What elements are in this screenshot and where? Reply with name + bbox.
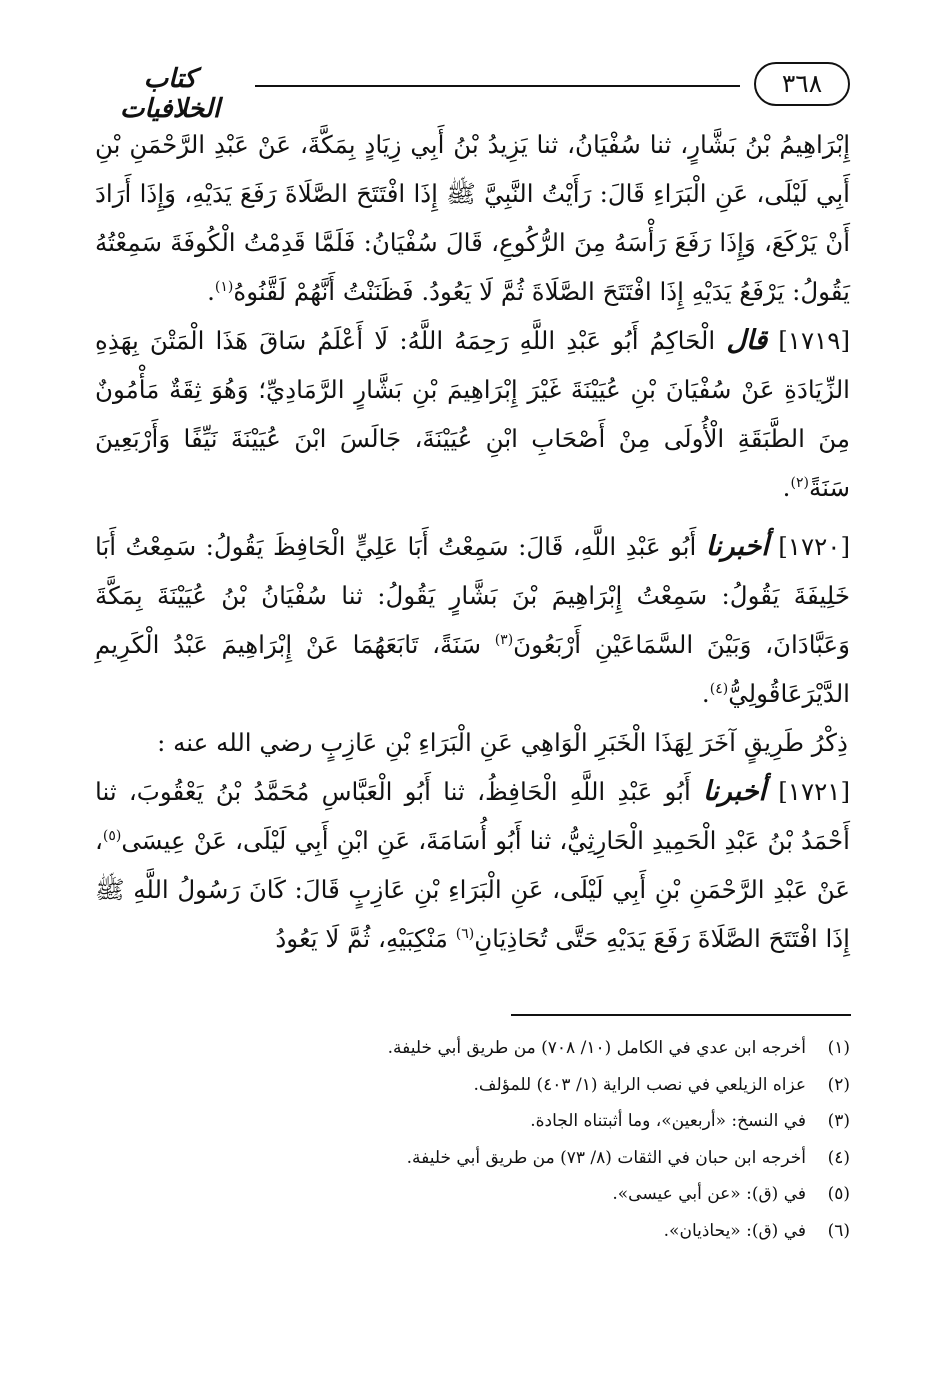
footnote-ref-6: (٦) <box>455 925 475 942</box>
hadith-number-1721: [١٧٢١] <box>778 777 850 806</box>
lead-word-akhbarana: أخبرنا <box>705 531 769 562</box>
footnote-text: عزاه الزيلعي في نصب الراية (١/ ٤٠٣) للمؤلف. <box>473 1074 806 1095</box>
paragraph-1721-text: أَبُو عَبْدِ اللَّهِ الْحَافِظُ، ثنا أَبُو الْعَبَّاسِ مُحَمَّدُ بْنُ يَعْقُوبَ، ثنا أَحْمَدُ بْنُ عَبْدِ الْحَمِيدِ الْحَارِثِيُّ، ثنا أَبُو أُسَامَةَ، عَنِ ابْنِ أَبِي لَيْلَى، عَنْ عِيسَى <box>95 777 850 855</box>
footnote-number: (٣) <box>827 1111 850 1131</box>
footnote-item <box>95 1103 850 1140</box>
hadith-number-1719: [١٧١٩] <box>778 326 850 355</box>
footnote-ref-3: (٣) <box>494 631 514 648</box>
page-header <box>95 62 850 124</box>
book-title: كتاب الخلافيات <box>119 64 221 124</box>
footnote-number: (٦) <box>827 1220 850 1241</box>
page-number-badge: ٣٦٨ <box>754 62 850 106</box>
main-text <box>95 120 850 963</box>
footnote-item <box>95 1067 850 1104</box>
footnote-ref-4: (٤) <box>709 680 729 697</box>
lead-word-qala: قال <box>726 325 768 356</box>
footnote-ref-1: (١) <box>214 278 234 295</box>
footnote-number: (٤) <box>827 1147 850 1168</box>
footnote-ref-2: (٢) <box>790 474 809 491</box>
footnote-separator <box>511 1014 851 1016</box>
footnotes <box>95 1030 850 1249</box>
hadith-number-1720: [١٧٢٠] <box>778 532 850 561</box>
footnote-number: (٢) <box>827 1074 850 1095</box>
footnote-text: أخرجه ابن عدي في الكامل (١٠/ ٧٠٨) من طريق أبي خليفة. <box>387 1038 806 1058</box>
paragraph-1719: [١٧١٩] قال الْحَاكِمُ أَبُو عَبْدِ اللَّهِ رَحِمَهُ اللَّهُ: لَا أَعْلَمُ سَاقَ هَذَا الْمَتْنَ بِهَذِهِ الزِّيَادَةِ عَنْ سُفْيَانَ بْنِ عُيَيْنَةَ غَيْرَ إِبْرَاهِيمَ بْنِ بَشَّارٍ الرَّمَادِيِّ؛ وَهُوَ ثِقَةٌ مَأْمُونٌ مِنَ الطَّبَقَةِ الْأُولَى مِنْ أَصْحَابِ ابْنِ عُيَيْنَةَ، جَالَسَ ابْنَ عُيَيْنَةَ نَيِّفًا وَأَرْبَعِينَ سَنَةً$^{(٢)}$. <box>95 325 850 502</box>
paragraph-1720-tail: سَنَةً، تَابَعَهُمَا عَنْ إِبْرَاهِيمَ عَبْدُ الْكَرِيمِ الدَّيْرَعَاقُولِيُّ <box>95 630 850 708</box>
header-rule <box>255 85 740 87</box>
footnote-text: في (ق): «يحاذيان». <box>663 1220 806 1241</box>
section-heading: ذِكْرُ طَرِيقٍ آخَرَ لِهَذَا الْخَبَرِ الْوَاهِي عَنِ الْبَرَاءِ بْنِ عَازِبٍ رضي الله عنه : <box>157 728 848 757</box>
paragraph-1719-text: الْحَاكِمُ أَبُو عَبْدِ اللَّهِ رَحِمَهُ اللَّهُ: لَا أَعْلَمُ سَاقَ هَذَا الْمَتْنَ بِهَذِهِ الزِّيَادَةِ عَنْ سُفْيَانَ بْنِ عُيَيْنَةَ غَيْرَ إِبْرَاهِيمَ بْنِ بَشَّارٍ الرَّمَادِيِّ؛ وَهُوَ ثِقَةٌ مَأْمُونٌ مِنَ الطَّبَقَةِ الْأُولَى مِنْ أَصْحَابِ ابْنِ عُيَيْنَةَ، جَالَسَ ابْنَ عُيَيْنَةَ نَيِّفًا وَأَرْبَعِينَ سَنَةً <box>95 326 850 502</box>
paragraph-1721-middle: ، عَنْ عَبْدِ الرَّحْمَنِ بْنِ أَبِي لَيْلَى، عَنِ الْبَرَاءِ بْنِ عَازِبٍ قَالَ: كَانَ رَسُولُ اللَّهِ ﷺ إِذَا افْتَتَحَ الصَّلَاةَ رَفَعَ يَدَيْهِ حَتَّى تُحَاذِيَانِ <box>95 826 850 953</box>
footnote-text: في النسخ: «أربعين»، وما أثبتناه الجادة. <box>530 1111 806 1131</box>
footnote-item <box>95 1030 850 1067</box>
paragraph-1720: [١٧٢٠] أخبرنا أَبُو عَبْدِ اللَّهِ، قَالَ: سَمِعْتُ أَبَا عَلِيٍّ الْحَافِظَ يَقُولُ: سَمِعْتُ أَبَا خَلِيفَةَ يَقُولُ: سَمِعْتُ إِبْرَاهِيمَ بْنَ بَشَّارٍ يَقُولُ: ثنا سُفْيَانُ بْنُ عُيَيْنَةَ بِمَكَّةَ وَعَبَّادَانَ، وَبَيْنَ السَّمَاعَيْنِ أَرْبَعُونَ$^{(٣)}$ سَنَةً، تَابَعَهُمَا عَنْ إِبْرَاهِيمَ عَبْدُ الْكَرِيمِ الدَّيْرَعَاقُولِيُّ$^{(٤)}$. <box>95 531 850 708</box>
footnote-text: في (ق): «عن أبي عيسى». <box>612 1184 806 1204</box>
footnote-item <box>95 1176 850 1213</box>
paragraph-1-text: إِبْرَاهِيمُ بْنُ بَشَّارٍ، ثنا سُفْيَانُ، ثنا يَزِيدُ بْنُ أَبِي زِيَادٍ بِمَكَّةَ، عَنْ عَبْدِ الرَّحْمَنِ بْنِ أَبِي لَيْلَى، عَنِ الْبَرَاءِ قَالَ: رَأَيْتُ النَّبِيَّ ﷺ إِذَا افْتَتَحَ الصَّلَاةَ رَفَعَ يَدَيْهِ، وَإِذَا أَرَادَ أَنْ يَرْكَعَ، وَإِذَا رَفَعَ رَأْسَهُ مِنَ الرُّكُوعِ، قَالَ سُفْيَانُ: فَلَمَّا قَدِمْتُ الْكُوفَةَ سَمِعْتُهُ يَقُولُ: يَرْفَعُ يَدَيْهِ إِذَا افْتَتَحَ الصَّلَاةَ ثُمَّ لَا يَعُودُ. فَظَنَنْتُ أَنَّهُمْ لَقَّنُوهُ <box>95 130 850 306</box>
footnote-number: (٥) <box>827 1184 850 1204</box>
lead-word-akhbarana-2: أخبرنا <box>703 776 767 807</box>
paragraph-1: إِبْرَاهِيمُ بْنُ بَشَّارٍ، ثنا سُفْيَانُ، ثنا يَزِيدُ بْنُ أَبِي زِيَادٍ بِمَكَّةَ، عَنْ عَبْدِ الرَّحْمَنِ بْنِ أَبِي لَيْلَى، عَنِ الْبَرَاءِ قَالَ: رَأَيْتُ النَّبِيَّ ﷺ إِذَا افْتَتَحَ الصَّلَاةَ رَفَعَ يَدَيْهِ، وَإِذَا أَرَادَ أَنْ يَرْكَعَ، وَإِذَا رَفَعَ رَأْسَهُ مِنَ الرُّكُوعِ، قَالَ سُفْيَانُ: فَلَمَّا قَدِمْتُ الْكُوفَةَ سَمِعْتُهُ يَقُولُ: يَرْفَعُ يَدَيْهِ إِذَا افْتَتَحَ الصَّلَاةَ ثُمَّ لَا يَعُودُ. فَظَنَنْتُ أَنَّهُمْ لَقَّنُوهُ$^{(١)}$. <box>95 130 850 306</box>
paragraph-1721 <box>95 767 850 963</box>
paragraph-1721-tail: مَنْكِبَيْهِ، ثُمَّ لَا يَعُودُ <box>275 924 448 953</box>
footnote-number: (١) <box>827 1038 850 1058</box>
paragraph-1720-text: أَبُو عَبْدِ اللَّهِ، قَالَ: سَمِعْتُ أَبَا عَلِيٍّ الْحَافِظَ يَقُولُ: سَمِعْتُ أَبَا خَلِيفَةَ يَقُولُ: سَمِعْتُ إِبْرَاهِيمَ بْنَ بَشَّارٍ يَقُولُ: ثنا سُفْيَانُ بْنُ عُيَيْنَةَ بِمَكَّةَ وَعَبَّادَانَ، وَبَيْنَ السَّمَاعَيْنِ أَرْبَعُونَ <box>95 532 850 659</box>
footnote-item <box>95 1213 850 1250</box>
footnote-text: أخرجه ابن حبان في الثقات (٨/ ٧٣) من طريق أبي خليفة. <box>406 1147 806 1168</box>
footnote-ref-5: (٥) <box>102 827 122 844</box>
footnote-item <box>95 1140 850 1177</box>
